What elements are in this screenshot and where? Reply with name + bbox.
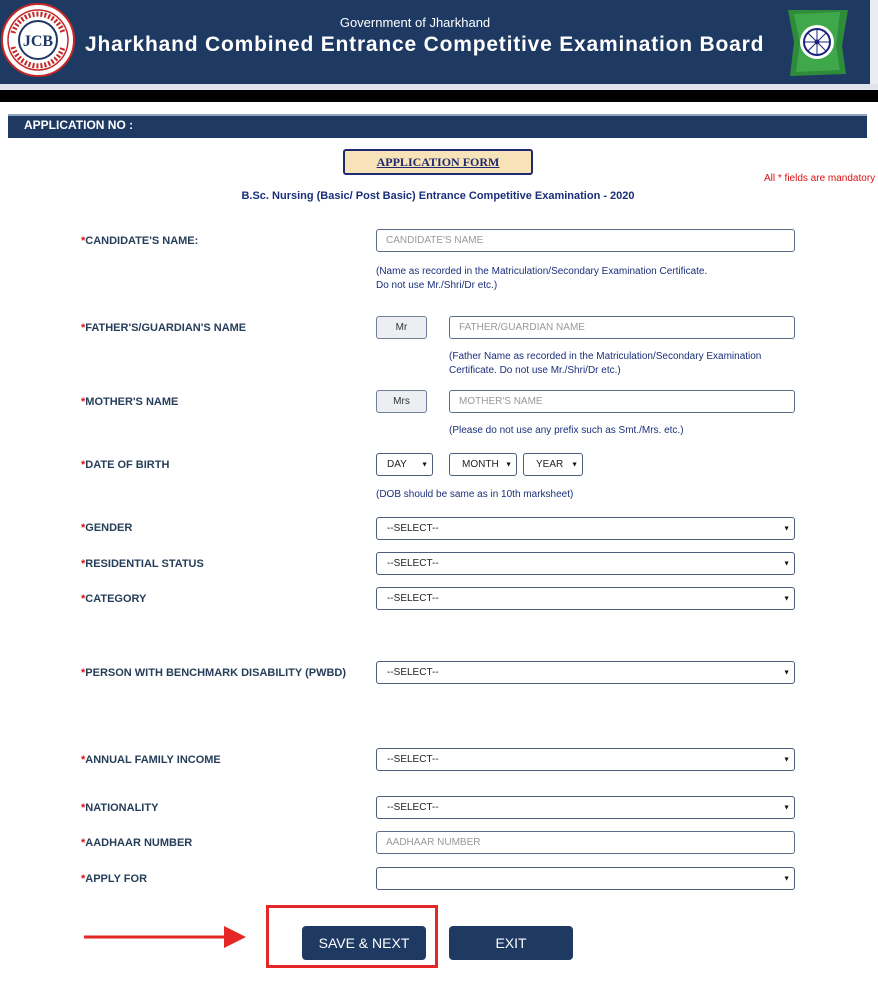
chevron-down-icon: ▼ — [783, 669, 790, 676]
dob-year-value: YEAR — [536, 459, 564, 470]
red-arrow-icon — [84, 924, 248, 955]
board-title: Jharkhand Combined Entrance Competitive Examination Board — [85, 33, 765, 56]
candidate-name-input[interactable] — [376, 229, 795, 252]
chevron-down-icon: ▼ — [783, 875, 790, 882]
dob-day-value: DAY — [387, 459, 407, 470]
government-label: Government of Jharkhand — [339, 15, 491, 30]
jceceb-logo-icon — [1, 3, 75, 77]
required-mark: * — [81, 396, 86, 408]
father-name-hint — [449, 350, 761, 378]
required-mark: * — [81, 522, 86, 534]
chevron-down-icon: ▼ — [783, 804, 790, 811]
chevron-down-icon: ▼ — [783, 525, 790, 532]
pwbd-select[interactable] — [376, 661, 795, 684]
pwbd-value: --SELECT-- — [387, 667, 439, 678]
category-label — [81, 593, 146, 605]
apply-for-label — [81, 873, 147, 885]
nationality-select[interactable] — [376, 796, 795, 819]
exit-button[interactable]: EXIT — [449, 926, 573, 960]
category-value: --SELECT-- — [387, 593, 439, 604]
chevron-down-icon: ▼ — [783, 560, 790, 567]
residential-status-label — [81, 558, 204, 570]
father-name-input[interactable] — [449, 316, 795, 339]
mother-name-text: MOTHER'S NAME — [85, 396, 179, 408]
aadhaar-text: AADHAAR NUMBER — [85, 837, 193, 849]
dob-text: DATE OF BIRTH — [85, 459, 170, 471]
father-name-label — [81, 322, 246, 334]
chevron-down-icon: ▼ — [571, 461, 578, 468]
annual-income-value: --SELECT-- — [387, 754, 439, 765]
header-divider — [0, 90, 878, 102]
gender-value: --SELECT-- — [387, 523, 439, 534]
candidate-name-hint-line2: Do not use Mr./Shri/Dr etc.) — [376, 280, 498, 291]
mandatory-note: All * fields are mandatory — [764, 173, 876, 184]
required-mark: * — [81, 558, 86, 570]
required-mark: * — [81, 837, 86, 849]
annual-income-text: ANNUAL FAMILY INCOME — [85, 754, 221, 766]
pwbd-text: PERSON WITH BENCHMARK DISABILITY (PWBD) — [85, 667, 347, 679]
dob-month-select[interactable] — [449, 453, 517, 476]
dob-month-value: MONTH — [462, 459, 499, 470]
gender-label — [81, 522, 132, 534]
gender-text: GENDER — [85, 522, 133, 534]
dob-day-select[interactable] — [376, 453, 433, 476]
candidate-name-label — [81, 235, 198, 247]
header-edge — [870, 0, 878, 90]
category-select[interactable] — [376, 587, 795, 610]
required-mark: * — [81, 754, 86, 766]
nationality-label — [81, 802, 158, 814]
residential-status-value: --SELECT-- — [387, 558, 439, 569]
required-mark: * — [81, 802, 86, 814]
aadhaar-input[interactable] — [376, 831, 795, 854]
chevron-down-icon: ▼ — [783, 756, 790, 763]
father-prefix-field: Mr — [376, 316, 427, 339]
required-mark: * — [81, 873, 86, 885]
save-next-button[interactable]: SAVE & NEXT — [302, 926, 426, 960]
mother-name-label — [81, 396, 178, 408]
dob-hint: (DOB should be same as in 10th marksheet) — [376, 489, 574, 500]
father-name-text: FATHER'S/GUARDIAN'S NAME — [85, 322, 247, 334]
mother-name-input[interactable] — [449, 390, 795, 413]
exam-title: B.Sc. Nursing (Basic/ Post Basic) Entrance Competitive Examination - 2020 — [241, 190, 635, 202]
application-form-badge: APPLICATION FORM — [343, 149, 533, 175]
application-no-label: APPLICATION NO : — [24, 118, 134, 132]
required-mark: * — [81, 322, 86, 334]
apply-for-select[interactable] — [376, 867, 795, 890]
mother-name-hint: (Please do not use any prefix such as Smt./Mrs. etc.) — [449, 425, 684, 436]
annual-income-label — [81, 754, 221, 766]
aadhaar-label — [81, 837, 192, 849]
father-name-hint-line1: (Father Name as recorded in the Matriculation/Secondary Examination — [449, 351, 762, 362]
required-mark: * — [81, 593, 86, 605]
gender-select[interactable] — [376, 517, 795, 540]
chevron-down-icon: ▼ — [783, 595, 790, 602]
mother-prefix-field: Mrs — [376, 390, 427, 413]
nationality-text: NATIONALITY — [85, 802, 159, 814]
chevron-down-icon: ▼ — [505, 461, 512, 468]
dob-label — [81, 459, 169, 471]
required-mark: * — [81, 459, 86, 471]
required-mark: * — [81, 667, 86, 679]
residential-status-text: RESIDENTIAL STATUS — [85, 558, 204, 570]
candidate-name-text: CANDIDATE'S NAME: — [85, 235, 199, 247]
jharkhand-emblem-icon — [780, 6, 852, 78]
pwbd-label — [81, 667, 346, 679]
required-mark: * — [81, 235, 86, 247]
annual-income-select[interactable] — [376, 748, 795, 771]
candidate-name-hint-line1: (Name as recorded in the Matriculation/Secondary Examination Certificate. — [376, 266, 708, 277]
residential-status-select[interactable] — [376, 552, 795, 575]
application-no-bar — [8, 114, 867, 138]
chevron-down-icon: ▼ — [421, 461, 428, 468]
father-name-hint-line2: Certificate. Do not use Mr./Shri/Dr etc.) — [449, 365, 621, 376]
svg-text:JCB: JCB — [22, 33, 54, 50]
dob-year-select[interactable] — [523, 453, 583, 476]
apply-for-text: APPLY FOR — [85, 873, 148, 885]
candidate-name-hint — [376, 265, 707, 293]
nationality-value: --SELECT-- — [387, 802, 439, 813]
category-text: CATEGORY — [85, 593, 147, 605]
